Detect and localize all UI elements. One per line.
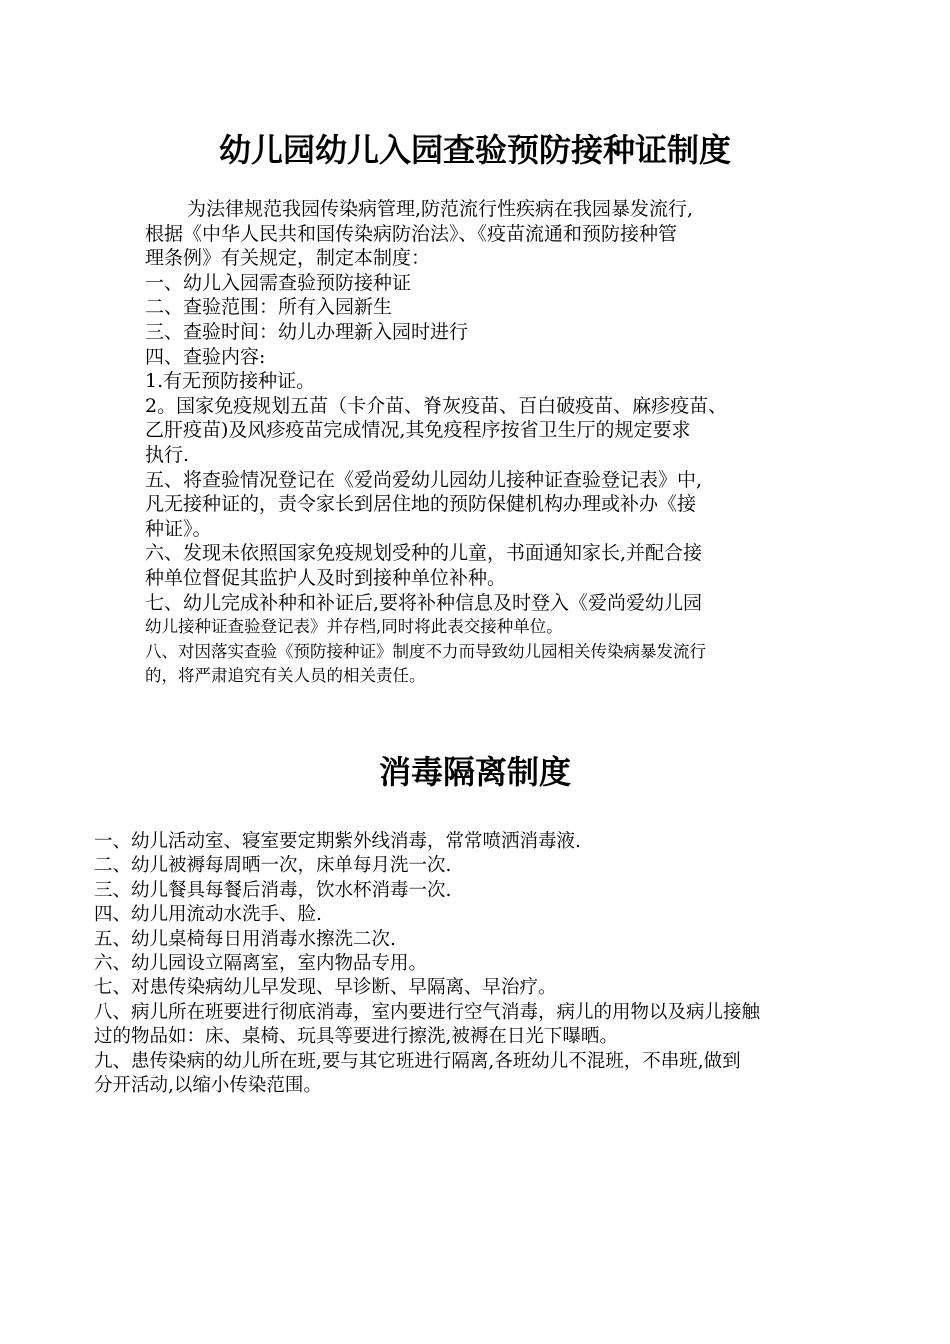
section-1-title: 幼儿园幼儿入园查验预防接种证制度 xyxy=(218,131,731,169)
text-line: 三、幼儿餐具每餐后消毒，饮水杯消毒一次. xyxy=(94,879,452,901)
text-line: 一、幼儿入园需查验预防接种证 xyxy=(145,271,412,294)
text-line: 种证》。 xyxy=(145,517,212,540)
text-line: 一、幼儿活动室、寝室要定期紫外线消毒，常常喷洒消毒液. xyxy=(94,831,581,852)
text-line: 幼儿接种证查验登记表》并存档,同时将此表交接种单位。 xyxy=(145,617,563,637)
text-line: 九、患传染病的幼儿所在班,要与其它班进行隔离,各班幼儿不混班，不串班,做到 xyxy=(94,1050,741,1072)
section-1-body xyxy=(145,197,825,689)
text-line: 理条例》有关规定，制定本制度： xyxy=(145,247,431,270)
text-line: 根据《中华人民共和国传染病防治法》、《疫苗流通和预防接种管 xyxy=(145,222,678,245)
text-line: 执行. xyxy=(145,443,190,466)
text-line: 乙肝疫苗)及风疹疫苗完成情况,其免疫程序按省卫生厅的规定要求 xyxy=(145,419,691,442)
text-line: 种单位督促其监护人及时到接种单位补种。 xyxy=(145,566,507,589)
text-line: 分开活动,以缩小传染范围。 xyxy=(94,1074,322,1096)
text-line: 七、对患传染病幼儿早发现、早诊断、早隔离、早治疗。 xyxy=(94,977,557,999)
section-2-title: 消毒隔离制度 xyxy=(378,753,571,791)
text-line: 六、幼儿园设立隔离室，室内物品专用。 xyxy=(94,952,428,974)
text-line: 2。国家免疫规划五苗（卡介苗、脊灰疫苗、百白破疫苗、麻疹疫苗、 xyxy=(145,394,728,417)
text-line: 五、将查验情况登记在《爱尚爱幼儿园幼儿接种证查验登记表》中, xyxy=(145,468,703,491)
text-line: 的，将严肃追究有关人员的相关责任。 xyxy=(145,666,426,686)
text-line: 二、幼儿被褥每周晒一次，床单每月洗一次. xyxy=(94,855,452,877)
text-line: 六、发现未依照国家免疫规划受种的儿童，书面通知家长,并配合接 xyxy=(145,542,703,565)
text-line: 七、幼儿完成补种和补证后,要将补种信息及时登入《爱尚爱幼儿园 xyxy=(145,591,703,614)
text-line: 四、幼儿用流动水洗手、脸. xyxy=(94,904,322,926)
text-line: 八、病儿所在班要进行彻底消毒，室内要进行空气消毒，病儿的用物以及病儿接触 xyxy=(94,1001,761,1023)
text-line: 四、查验内容: xyxy=(145,345,266,368)
text-line: 为法律规范我园传染病管理,防范流行性疾病在我园暴发流行, xyxy=(187,198,694,220)
section-2-body xyxy=(94,830,909,1098)
text-line: 五、幼儿桌椅每日用消毒水擦洗二次. xyxy=(94,928,396,950)
text-line: 三、查验时间：幼儿办理新入园时进行 xyxy=(145,320,469,343)
text-line: 八、对因落实查验《预防接种证》制度不力而导致幼儿园相关传染病暴发流行 xyxy=(145,641,706,661)
text-line: 过的物品如：床、桌椅、玩具等要进行擦洗,被褥在日光下曝晒。 xyxy=(94,1026,618,1048)
text-line: 1.有无预防接种证。 xyxy=(145,370,316,393)
text-line: 凡无接种证的，责令家长到居住地的预防保健机构办理或补办《接 xyxy=(145,493,697,516)
text-line: 二、查验范围：所有入园新生 xyxy=(145,296,393,319)
